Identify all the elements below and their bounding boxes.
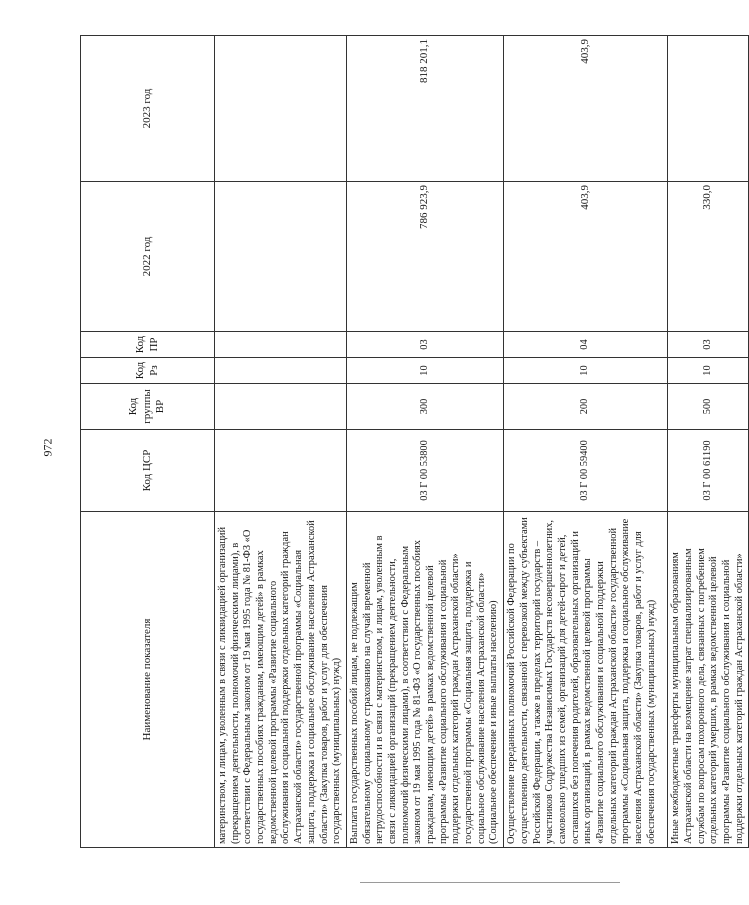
header-vr: Код группы ВР bbox=[81, 384, 215, 430]
row-2023: 818 201,1 bbox=[346, 36, 503, 182]
table-row bbox=[504, 36, 668, 848]
header-row bbox=[81, 36, 215, 848]
header-rz: Код Рз bbox=[81, 358, 215, 384]
row-csr: 03 Г 00 61190 bbox=[668, 430, 749, 512]
row-pr: 04 bbox=[504, 332, 668, 358]
row-rz bbox=[215, 358, 347, 384]
table-row bbox=[668, 36, 749, 848]
page-number: 972 bbox=[40, 438, 55, 457]
header-csr: Код ЦСР bbox=[81, 430, 215, 512]
landscape-content bbox=[80, 36, 745, 848]
row-name: Выплата государственных пособий лицам, не подлежащим обязательному социальному страхованию на случай временной нетрудоспособности и в связи с материнством, и лицам, уволенным в связи с ликвидацией организаций (прекращением деятельности, полномочий физическими лицами), в соответствии с Федеральным законом от 19 мая 1995 года № 81-ФЗ «О государственных пособиях гражданам, имеющим детей» в рамках ведомственной целевой программы «Развитие социального обслуживания и социальной поддержки отдельных категорий граждан Астраханской области» государственной программы «Социальная защита, поддержка и социальное обслуживание населения Астраханской области» (Социальное обеспечение и иные выплаты населению) bbox=[346, 512, 503, 848]
row-vr: 300 bbox=[346, 384, 503, 430]
rotated-page bbox=[80, 36, 745, 848]
row-2023: 403,9 bbox=[504, 36, 668, 182]
row-vr: 500 bbox=[668, 384, 749, 430]
row-2022: 330,0 bbox=[668, 182, 749, 332]
row-2023 bbox=[215, 36, 347, 182]
header-name: Наименование показателя bbox=[81, 512, 215, 848]
row-2023 bbox=[668, 36, 749, 182]
row-vr: 200 bbox=[504, 384, 668, 430]
row-csr: 03 Г 00 53800 bbox=[346, 430, 503, 512]
row-pr: 03 bbox=[668, 332, 749, 358]
row-rz: 10 bbox=[668, 358, 749, 384]
row-name: Иные межбюджетные трансферты муниципальным образованиям Астраханской области на возмещение затрат специализированным службам по вопросам похоронного дела, связанных с погребением отдельных категорий умерших, в рамках ведомственной целевой программы «Развитие социального обслуживания и социальной поддержки отдельных категорий граждан Астраханской области» bbox=[668, 512, 749, 848]
table-row bbox=[215, 36, 347, 848]
row-2022 bbox=[215, 182, 347, 332]
row-vr bbox=[215, 384, 347, 430]
row-csr bbox=[215, 430, 347, 512]
table-row bbox=[346, 36, 503, 848]
scan-edge-divider bbox=[360, 882, 620, 883]
row-2022: 786 923,9 bbox=[346, 182, 503, 332]
row-name: Осуществление переданных полномочий Российской Федерации по осуществлению деятельности, связанной с перевозкой между субъектами Российской Федерации, а также в пределах территорий государств – участников Содружества Независимых Государств несовершеннолетних, самовольно ушедших из семей, организаций для детей-сирот и детей, оставшихся без попечения родителей, образовательных организаций и иных организаций, в рамках ведомственной целевой программы «Развитие социального обслуживания и социальной поддержки отдельных категорий граждан Астраханской области» государственной программы «Социальная защита, поддержка и социальное обслуживание населения Астраханской области» (Закупка товаров, работ и услуг для обеспечения государственных (муниципальных) нужд) bbox=[504, 512, 668, 848]
row-rz: 10 bbox=[346, 358, 503, 384]
row-name: материнством, и лицам, уволенным в связи с ликвидацией организаций (прекращением деятельности, полномочий физическими лицами), в соответствии с Федеральным законом от 19 мая 1995 года № 81-ФЗ «О государственных пособиях гражданам, имеющим детей» в рамках ведомственной целевой программы «Развитие социального обслуживания и социальной поддержки отдельных категорий граждан Астраханской области» государственной программы «Социальная защита, поддержка и социальное обслуживание населения Астраханской области» (Закупка товаров, работ и услуг для обеспечения государственных (муниципальных) нужд) bbox=[215, 512, 347, 848]
budget-table bbox=[80, 35, 749, 848]
header-pr: Код ПР bbox=[81, 332, 215, 358]
row-csr: 03 Г 00 59400 bbox=[504, 430, 668, 512]
header-2022: 2022 год bbox=[81, 182, 215, 332]
row-rz: 10 bbox=[504, 358, 668, 384]
row-pr: 03 bbox=[346, 332, 503, 358]
row-2022: 403,9 bbox=[504, 182, 668, 332]
header-2023: 2023 год bbox=[81, 36, 215, 182]
row-pr bbox=[215, 332, 347, 358]
